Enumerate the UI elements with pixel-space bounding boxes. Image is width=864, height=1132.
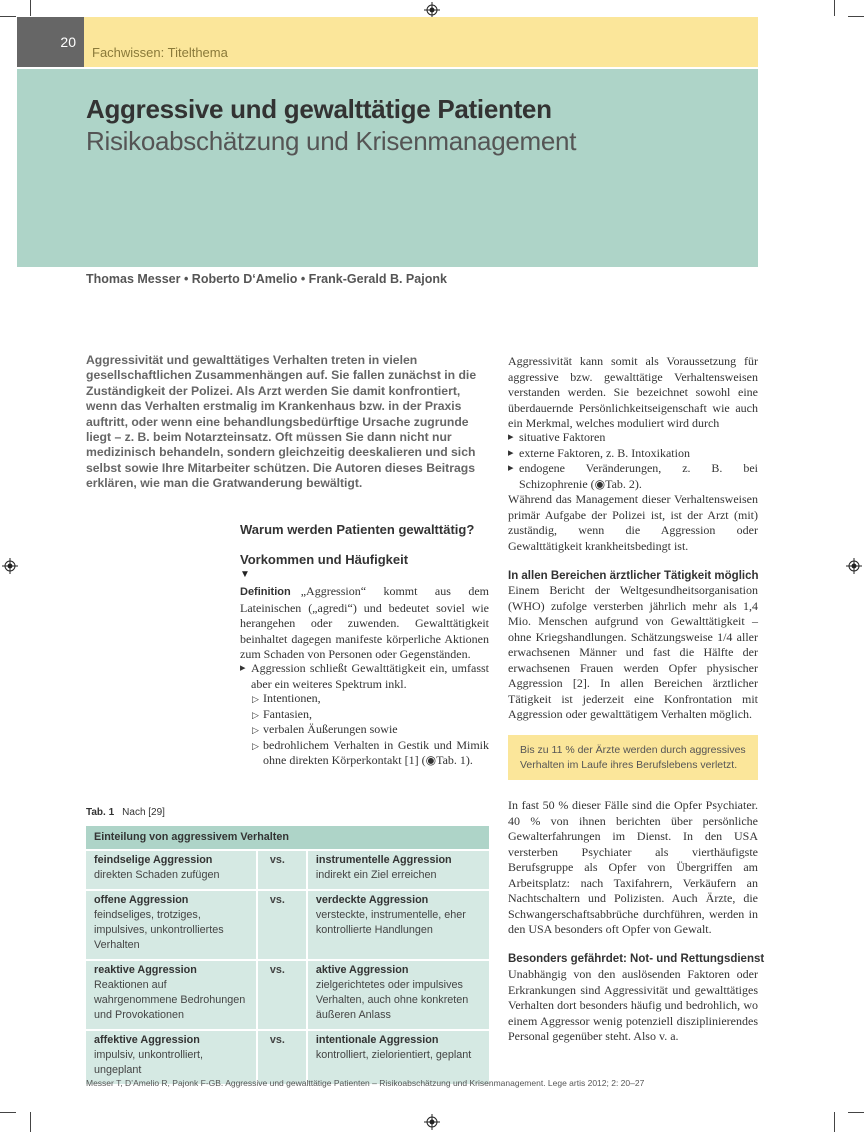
cell-desc: feindseliges, trotziges, impulsives, unkontrolliertes Verhalten (94, 909, 224, 951)
definition-bullets (240, 661, 489, 692)
crop-mark (848, 1112, 864, 1113)
definition-sub-bullets (252, 691, 489, 769)
list-item: ▸ externe Faktoren, z. B. Intoxikation (508, 446, 758, 462)
definition-label: Definition (240, 586, 291, 598)
vs-label: vs. (256, 849, 308, 889)
cell-desc: kontrolliert, zielorientiert, geplant (315, 1049, 472, 1061)
paragraph: Aggressivität kann somit als Voraussetzung für aggressive bzw. gewalttätige Verhaltensweisen verstanden werden. Sie bezeichnet sowohl eine überdauernde Persönlichkeitseigenschaft wie auch ein Merkmal, welches moduliert wird durch (508, 354, 758, 430)
list-item: ▸ situative Faktoren (508, 430, 758, 446)
list-item: ▷ bedrohlichem Verhalten in Gestik und Mimik ohne direkten Körperkontakt [1] (◉Tab. 1). (252, 738, 489, 769)
cell-desc: indirekt ein Ziel erreichen (315, 869, 437, 881)
list-item: ▸ endogene Veränderungen, z. B. bei Schizophrenie (◉Tab. 2). (508, 461, 758, 492)
registration-mark-icon (846, 558, 862, 574)
crop-mark (0, 1112, 16, 1113)
heading-besonders: Besonders gefährdet: Not- und Rettungsdienst (508, 953, 765, 965)
cell-desc: direkten Schaden zufügen (94, 869, 220, 881)
definition-text: „Aggression“ kommt aus dem Lateinischen („agredi“) und bedeutet soviel wie herangehen oder zuwenden. Gewalttätigkeit beinhaltet dagegen manifeste körperliche Aktionen zum Schaden von Personen oder Gegenständen. (240, 584, 489, 661)
crop-mark (848, 16, 864, 17)
cell-desc: Reaktionen auf wahrgenommene Bedrohungen und Provokationen (94, 979, 246, 1021)
cell-title: feindselige Aggression (94, 854, 213, 866)
vs-label: vs. (256, 889, 308, 959)
crop-mark (834, 1112, 835, 1132)
heading-vorkommen: Vorkommen und Häufigkeit (240, 552, 409, 567)
crop-mark (30, 0, 31, 16)
table-row (86, 849, 489, 889)
section-label: Fachwissen: Titelthema (92, 45, 228, 60)
vs-label: vs. (256, 959, 308, 1029)
cell-title: intentionale Aggression (315, 1034, 439, 1046)
table-source: Nach [29] (122, 807, 165, 818)
cell-title: verdeckte Aggression (315, 894, 429, 906)
cell-desc: zielgerichtetes oder impulsives Verhalten, auch ohne konkreten äußeren Anlass (315, 979, 469, 1021)
citation-footer: Messer T, D’Amelio R, Pajonk F-GB. Aggressive und gewalttätige Patienten – Risikoabschätzung und Krisenmanagement. Lege artis 2012; 2: 20–27 (86, 1078, 645, 1088)
heading-bereich: In allen Bereichen ärztlicher Tätigkeit möglich (508, 570, 759, 582)
table-row (86, 959, 489, 1029)
crop-mark (834, 0, 835, 16)
cell-title: reaktive Aggression (94, 964, 197, 976)
article-subtitle: Risikoabschätzung und Krisenmanagement (86, 126, 577, 156)
article-title: Aggressive und gewalttätige Patienten (86, 94, 552, 124)
callout-text: Bis zu 11 % der Ärzte werden durch aggressives Verhalten im Laufe ihres Berufslebens verletzt. (520, 744, 746, 771)
crop-mark (30, 1112, 31, 1132)
table-label: Tab. 1 (86, 807, 115, 818)
cell-desc: impulsiv, unkontrolliert, ungeplant (94, 1049, 204, 1076)
paragraph: In fast 50 % dieser Fälle sind die Opfer Psychiater. 40 % von ihnen berichten über persönliche Gewalterfahrungen im Dienst. In den USA versterben Psychiater als vierthäufigste Berufsgruppe als Opfer von Übergriffen am Arbeitsplatz: nach Taxifahrern, Verkäufern an Nachtschaltern und Polizisten. Auch Ärzte, die Schwangerschaftsabbrüche durchführen, werden in den USA besonders oft Opfer von Gewalt. (508, 798, 758, 936)
list-item: ▷ Fantasien, (252, 707, 489, 723)
cell-title: aktive Aggression (315, 964, 409, 976)
table-header: Einteilung von aggressivem Verhalten (86, 826, 489, 849)
registration-mark-icon (424, 2, 440, 18)
cell-title: offene Aggression (94, 894, 189, 906)
cell-title: affektive Aggression (94, 1034, 200, 1046)
list-item: ▸ Aggression schließt Gewalttätigkeit ein, umfasst aber ein weiteres Spektrum inkl. (240, 661, 489, 692)
paragraph: Während das Management dieser Verhaltensweisen primär Aufgabe der Polizei ist, ist der Arzt (mit) zuständig, wenn die Aggression oder Gewalttätigkeit krankheitsbedingt ist. (508, 492, 758, 553)
cell-title: instrumentelle Aggression (315, 854, 452, 866)
intro-paragraph: Aggressivität und gewalttätiges Verhalten treten in vielen gesellschaftlichen Zusammenhängen auf. Sie fallen zunächst in die Zuständigkeit der Polizei. Als Arzt werden Sie damit konfrontiert, wenn das Verhalten erstmalig im Krankenhaus bzw. in der Praxis auftritt, oder wenn eine behandlungsbedürftige Ursache zugrunde liegt – z. B. beim Notarzteinsatz. Oft müssen Sie dann nicht nur medizinisch behandeln, sondern gleichzeitig deeskalieren und sich selbst sowie Ihre Mitarbeiter schützen. Die Autoren dieses Beitrags erklären, wie man die Gratwanderung bewältigt. (86, 353, 477, 491)
classification-table (86, 826, 489, 1084)
registration-mark-icon (2, 558, 18, 574)
triangle-marker-icon: ▼ (240, 569, 250, 580)
table-row (86, 1029, 489, 1084)
factor-list (508, 430, 758, 492)
page-number: 20 (17, 17, 84, 67)
list-item: ▷ verbalen Äußerungen sowie (252, 722, 489, 738)
heading-warum: Warum werden Patienten gewalttätig? (240, 522, 475, 537)
authors: Thomas Messer • Roberto D‘Amelio • Frank-Gerald B. Pajonk (86, 272, 447, 286)
cell-desc: versteckte, instrumentelle, eher kontrollierte Handlungen (315, 909, 466, 936)
registration-mark-icon (424, 1114, 440, 1130)
paragraph: Einem Bericht der Weltgesundheitsorganisation (WHO) zufolge versterben jährlich mehr als 1,4 Mio. Menschen aufgrund von Gewalttätigkeit – ohne Kriegshandlungen. Schätzungsweise 1/4 aller erwachsenen Männer und fast die Hälfte der erwachsenen Frauen werden Opfer physischer Aggression [2]. In allen Bereichen ärztlicher Tätigkeit ist jederzeit eine Konfrontation mit Aggression oder gewalttätigem Verhalten möglich. (508, 583, 758, 721)
table-caption (86, 807, 165, 818)
vs-label: vs. (256, 1029, 308, 1084)
definition-block (240, 584, 489, 663)
paragraph: Unabhängig von den auslösenden Faktoren oder Erkrankungen sind Aggressivität und gewalttätiges Verhalten dort besonders häufig und bedrohlich, wo einem Aggressor wenig potenziell disziplinierendes Personal gegenüber steht. Also v. a. (508, 967, 758, 1043)
crop-mark (0, 16, 16, 17)
list-item: ▷ Intentionen, (252, 691, 489, 707)
table-row (86, 889, 489, 959)
